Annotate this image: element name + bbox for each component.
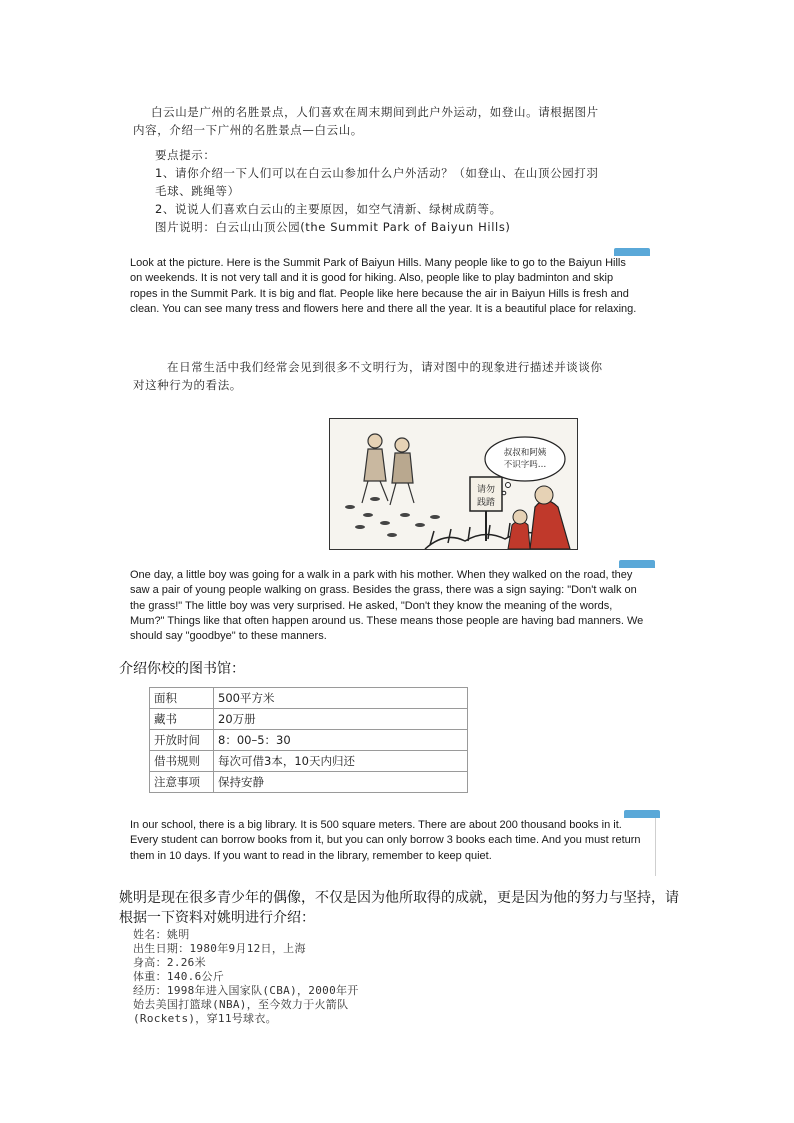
- library-answer-text: In our school, there is a big library. It is 500 square meters. There are about 200 thousand books in it. Every student can borrow books from it, but you can only borrow 3 books each time. And you must return them in 10 days. If you want to read in the library, remember to keep quiet.: [130, 819, 641, 862]
- manners-answer-text: One day, a little boy was going for a walk in a park with his mother. When they walked on the road, they saw a pair of young people walking on grass. Besides the grass, there was a sign saying: "Don't walk on the grass!" The little boy was very surprised. He asked, "Don't they know the meaning of the words, Mum?" Things like that often happen around us. These means those people are having bad manners. We should say "goodbye" to these manners.: [130, 569, 644, 643]
- answer-tab-marker: [624, 810, 660, 818]
- speech-bubble: [485, 437, 565, 481]
- profile-birth: 出生日期：1980年9月12日，上海: [133, 942, 306, 955]
- table-row: [150, 730, 468, 751]
- profile-name: 姓名：姚明: [133, 928, 190, 941]
- divider: [655, 818, 656, 876]
- svg-text:践踏: 践踏: [476, 498, 496, 508]
- library-info-table: [149, 687, 468, 793]
- profile-height: 身高：2.26米: [133, 956, 206, 969]
- table-key: 注意事项: [150, 772, 214, 793]
- library-title: 介绍你校的图书馆：: [119, 661, 245, 677]
- table-key: 借书规则: [150, 751, 214, 772]
- table-row: [150, 772, 468, 793]
- cartoon-image: [329, 418, 578, 550]
- table-key: 开放时间: [150, 730, 214, 751]
- baiyun-prompt: [133, 103, 608, 139]
- answer-tab-marker: [619, 560, 655, 568]
- table-value: 8：00–5：30: [214, 730, 468, 751]
- table-value: 20万册: [214, 709, 468, 730]
- picture-caption: 图片说明：白云山山顶公园(the Summit Park of Baiyun Hills): [155, 220, 511, 234]
- baiyun-answer-text: Look at the picture. Here is the Summit Park of Baiyun Hills. Many people like to go to the Baiyun Hills on weekends. It is not very tall and it is good for hiking. Also, people like to play badminton and skip ropes in the Summit Park. It is big and flat. People like here because the air in Baiyun Hills is fresh and clean. You can see many tress and flowers here and there all the year. It is a beautiful place for relaxing.: [130, 257, 637, 315]
- table-key: 面积: [150, 688, 214, 709]
- profile-experience: 经历：1998年进入国家队(CBA)，2000年开始去美国打篮球(NBA)，至今效力于火箭队(Rockets)，穿11号球衣。: [133, 984, 359, 1025]
- table-value: 500平方米: [214, 688, 468, 709]
- baiyun-intro: 白云山是广州的名胜景点，人们喜欢在周末期间到此户外运动，如登山。请根据图片内容，介绍一下广州的名胜景点—白云山。: [133, 105, 599, 137]
- svg-text:叔叔和阿姨: 叔叔和阿姨: [503, 448, 547, 458]
- svg-text:不识字吗…: 不识字吗…: [503, 460, 547, 470]
- baiyun-answer: [130, 256, 640, 317]
- hints-title: 要点提示：: [155, 148, 216, 162]
- cartoon-illustration: [330, 419, 577, 549]
- hint-2: 2、说说人们喜欢白云山的主要原因，如空气清新、绿树成荫等。: [155, 202, 502, 216]
- table-row: [150, 709, 468, 730]
- baiyun-hints: [133, 146, 608, 236]
- manners-prompt: [133, 358, 608, 394]
- library-answer: [130, 818, 650, 864]
- yaoming-prompt: 姚明是现在很多青少年的偶像，不仅是因为他所取得的成就，更是因为他的努力与坚持，请根据一下资料对姚明进行介绍：: [119, 890, 679, 926]
- yaoming-profile: [133, 928, 363, 1026]
- table-row: [150, 751, 468, 772]
- manners-answer: [130, 568, 645, 644]
- profile-weight: 体重：140.6公斤: [133, 970, 225, 983]
- answer-tab-marker: [614, 248, 650, 256]
- svg-text:请勿: 请勿: [476, 485, 496, 495]
- hint-1: 1、请你介绍一下人们可以在白云山参加什么户外活动？（如登山、在山顶公园打羽毛球、跳绳等）: [155, 166, 599, 198]
- table-row: [150, 688, 468, 709]
- table-key: 藏书: [150, 709, 214, 730]
- table-value: 保持安静: [214, 772, 468, 793]
- manners-prompt-text: 在日常生活中我们经常会见到很多不文明行为，请对图中的现象进行描述并谈谈你对这种行为的看法。: [133, 360, 603, 392]
- table-value: 每次可借3本，10天内归还: [214, 751, 468, 772]
